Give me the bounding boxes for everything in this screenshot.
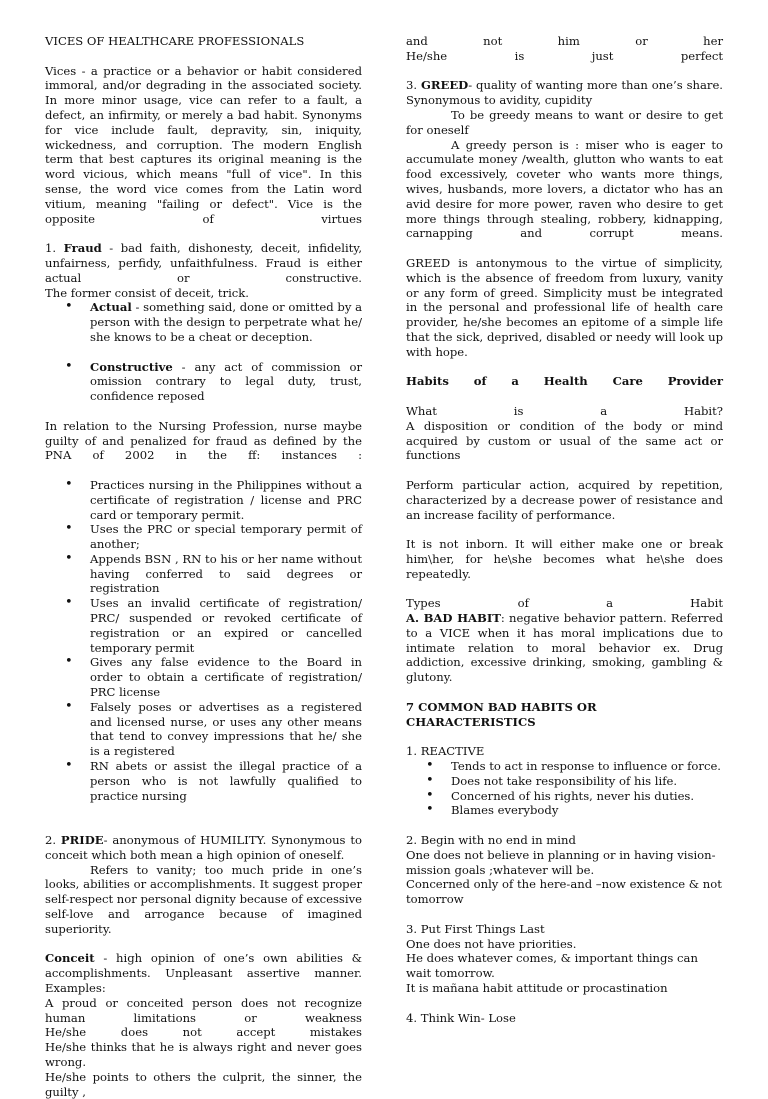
greed-number: 3. (406, 78, 418, 93)
example-2: He/she does not accept mistakes (45, 1025, 362, 1040)
continuation-line-2: He/she is just perfect (406, 48, 723, 63)
fraud-term: Fraud (63, 241, 102, 256)
seven-habits-heading (406, 700, 723, 730)
pride-definition: - anonymous of HUMILITY. Synonymous to conceit which both mean a high opinion of oneself. (45, 833, 362, 862)
right-column (406, 34, 723, 1025)
bad-habit-definition: : negative behavior pattern. Referred to a VICE when it has moral implications due to intimate relation to moral behavior ex. Drug addiction, excessive drinking, smoking, gambling & glutony. (406, 611, 723, 685)
greed-paragraph (406, 78, 723, 108)
list-item: • Practices nursing in the Philippines without a certificate of registration / license and PRC card or temporary permit. (45, 478, 362, 522)
conceit-definition: - high opinion of one’s own abilities & accomplishments. Unpleasant assertive manner. (45, 951, 362, 981)
first-things-text-2: He does whatever comes, & important things can wait tomorrow. (406, 951, 698, 981)
list-item: • Tends to act in response to influence or force. (406, 759, 723, 774)
bad-habit-paragraph (406, 611, 723, 685)
constructive-term: Constructive (90, 359, 173, 374)
actual-term: Actual (90, 300, 132, 315)
examples-label: Examples: (45, 981, 106, 995)
first-things-text-1: One does not have priorities. (406, 936, 577, 951)
list-item: • RN abets or assist the illegal practice of a person who is not lawfully qualified to practice nursing (45, 759, 362, 803)
greed-antonym: GREED is antonymous to the virtue of simplicity, which is the absence of freedom from luxury, vanity or any form of greed. Simplicity must be integrated in the personal and professional life of health care provider, he/she becomes an epitome of a simple life that the sick, deprived, disabled or needy will look up with hope. (406, 255, 723, 359)
example-1: A proud or conceited person does not recognize human limitations or weakness (45, 995, 362, 1025)
habits-heading-text: Habits of a Health Care Provider (406, 374, 723, 389)
greed-person: A greedy person is : miser who is eager to accumulate money /wealth, glutton who wants to eat food excessively, coveter who wants more things, wives, husbands, more lovers, a dictator who has an avid desire for more power, raven who desire to get more things through stealing, robbery, kidnapping, carnapping and corrupt means. (406, 137, 723, 241)
greed-definition: - quality of wanting more than one’s share. Synonymous to avidity, cupidity (406, 78, 723, 108)
fraud-former: The former consist of deceit, trick. (45, 285, 249, 300)
greed-desire: To be greedy means to want or desire to get for oneself (406, 107, 723, 137)
win-lose-title: 4. Think Win- Lose (406, 1010, 516, 1025)
fraud-number: 1. (45, 241, 57, 256)
bad-habit-term: A. BAD HABIT (406, 611, 501, 626)
list-item: • Falsely poses or advertises as a registered and licensed nurse, or uses any other means that tend to convey impressions that he/ she is a registered (45, 700, 362, 759)
begin-title: 2. Begin with no end in mind (406, 833, 576, 848)
vices-intro: Vices - a practice or a behavior or habit considered immoral, and/or degrading in the associated society. In more minor usage, vice can refer to a fault, a defect, an infirmity, or merely a bad habit. Synonyms for vice include fault, depravity, sin, iniquity, wickedness, and corruption. The modern English term that best captures its original meaning is the word vicious, which means "full of vice". In this sense, the word vice comes from the Latin word vitium, meaning "failing or defect". Vice is the opposite of virtues (45, 63, 362, 226)
habit-inborn: It is not inborn. It will either make one or break him\her, for he\she becomes what he\she does repeatedly. (406, 537, 723, 581)
list-item: • Appends BSN , RN to his or her name without having conferred to said degrees or registration (45, 552, 362, 596)
list-item: • Uses an invalid certificate of registration/ PRC/ suspended or revoked certificate of registration or an expired or cancelled temporary permit (45, 596, 362, 655)
pride-vanity: Refers to vanity; too much pride in one’s looks, abilities or accomplishments. It suggest proper self-respect nor personal dignity because of excessive self-love and arrogance because of imagined superiority. (45, 862, 362, 936)
list-item: • Concerned of his rights, never his duties. (406, 789, 723, 804)
begin-text-2: Concerned only of the here-and –now existence & not tomorrow (406, 877, 722, 907)
habits-heading (406, 374, 723, 389)
habit-question: What is a Habit? (406, 403, 723, 418)
list-item: • Gives any false evidence to the Board in order to obtain a certificate of registration/ PRC license (45, 655, 362, 699)
example-4: He/she points to others the culprit, the sinner, the guilty , (45, 1069, 362, 1099)
seven-habits-heading-text: 7 COMMON BAD HABITS OR CHARACTERISTICS (406, 699, 597, 729)
habit-perform: Perform particular action, acquired by repetition, characterized by a decrease power of resistance and an increase facility of performance. (406, 477, 723, 522)
list-item (45, 360, 362, 404)
first-things-text-3: It is mañana habit attitude or procastination (406, 981, 668, 995)
types-label: Types of a Habit (406, 596, 723, 611)
fraud-paragraph (45, 241, 362, 285)
reactive-list (406, 759, 723, 818)
pride-number: 2. (45, 833, 57, 848)
left-column (45, 34, 362, 1099)
greed-term: GREED (420, 78, 469, 93)
actual-definition: - something said, done or omitted by a person with the design to perpetrate what he/ she knows to be a cheat or deception. (90, 300, 362, 344)
nursing-intro: In relation to the Nursing Profession, nurse maybe guilty of and penalized for fraud as defined by the PNA of 2002 in the ff: instances : (45, 418, 362, 463)
constructive-definition: - any act of commission or omission contrary to legal duty, trust, confidence reposed (90, 359, 362, 404)
habit-definition: A disposition or condition of the body or mind acquired by custom or usual of the same act or functions (406, 418, 723, 463)
fraud-types-list-2 (45, 360, 362, 404)
conceit-paragraph (45, 951, 362, 981)
pride-term: PRIDE (60, 833, 104, 848)
example-3: He/she thinks that he is always right and never goes wrong. (45, 1040, 362, 1069)
fraud-types-list (45, 300, 362, 344)
list-item (45, 300, 362, 344)
fraud-instances-list (45, 478, 362, 804)
list-item: • Blames everybody (406, 803, 723, 818)
document-title: VICES OF HEALTHCARE PROFESSIONALS (45, 34, 305, 48)
fraud-definition: - bad faith, dishonesty, deceit, infidelity, unfairness, perfidy, unfaithfulness. Fraud is either actual or constructive. (45, 241, 363, 285)
reactive-title: 1. REACTIVE (406, 744, 485, 759)
begin-text-1: One does not believe in planning or in having vision-mission goals ;whatever will be. (406, 847, 716, 877)
conceit-term: Conceit (45, 951, 95, 966)
list-item: • Uses the PRC or special temporary permit of another; (45, 522, 362, 552)
list-item: • Does not take responsibility of his life. (406, 774, 723, 789)
first-things-title: 3. Put First Things Last (406, 921, 545, 936)
pride-paragraph (45, 833, 362, 863)
continuation-line-1: and not him or her (406, 34, 723, 48)
